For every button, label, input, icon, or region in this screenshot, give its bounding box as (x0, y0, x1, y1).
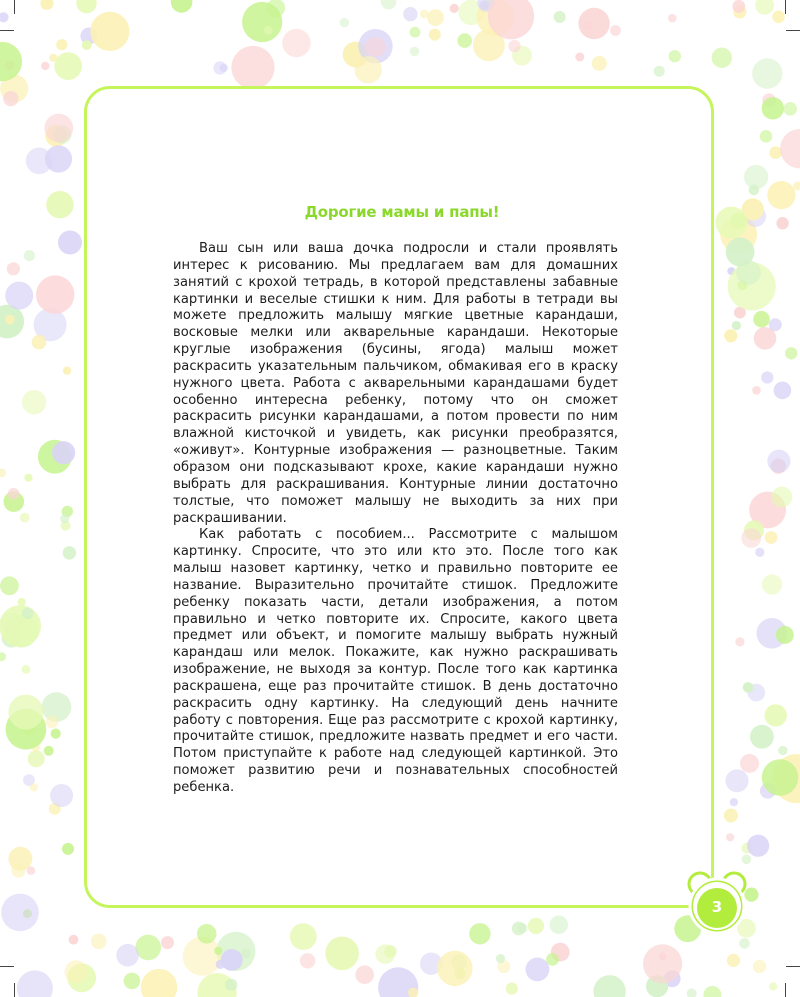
background-dot (726, 769, 749, 792)
background-dot (63, 367, 71, 375)
background-dot (772, 10, 785, 23)
background-dot (526, 958, 550, 982)
crop-mark (785, 0, 786, 14)
background-dot (528, 918, 544, 934)
background-dot (410, 27, 421, 38)
page-number-badge (686, 868, 748, 946)
background-dot (69, 935, 79, 945)
background-dot (241, 949, 251, 959)
background-dot (17, 970, 53, 997)
background-dot (82, 40, 92, 50)
background-dot (52, 441, 75, 464)
background-dot (732, 0, 745, 13)
background-dot (427, 9, 444, 26)
crop-mark (14, 0, 15, 14)
background-dot (18, 598, 26, 606)
background-dot (221, 949, 243, 971)
background-dot (5, 282, 33, 310)
background-dot (375, 944, 395, 964)
background-dot (46, 716, 59, 729)
background-dot (730, 798, 738, 806)
background-dot (60, 514, 69, 523)
crop-mark (786, 966, 800, 967)
crop-mark (786, 30, 800, 31)
background-dot (716, 207, 748, 239)
background-dot (762, 574, 782, 594)
background-dot (63, 546, 76, 559)
background-dot (90, 12, 129, 51)
background-dot (325, 937, 359, 971)
background-dot (135, 935, 161, 961)
background-dot (724, 329, 737, 342)
background-dot (50, 784, 73, 807)
crop-mark (14, 983, 15, 997)
background-dot (171, 0, 193, 13)
background-dot (355, 965, 374, 984)
crop-mark (0, 966, 14, 967)
background-dot (91, 934, 107, 950)
background-dot (780, 129, 800, 168)
background-dot (753, 960, 766, 973)
background-dot (22, 390, 46, 414)
background-dot (264, 26, 273, 35)
background-dot (1, 894, 39, 932)
background-dot (753, 311, 770, 328)
background-dot (712, 48, 732, 68)
background-dot (760, 130, 773, 143)
background-dot (5, 315, 15, 325)
background-dot (793, 182, 800, 191)
background-dot (20, 513, 30, 523)
paragraph: Ваш сын или ваша дочка подросли и стали проявлять интерес к рисованию. Мы предлагаем вам для домашних занятий с крохой тетрадь, в которой представлены забавные картинки и веселые стишки к ним. Для работы в тетради вы можете предложить малышу мягкие цветные карандаши, восковые мелки или акварельные карандаши. Некоторые круглые изображения (бусины, ягода) малыш может раскрасить указательным пальчиком, обмакивая его в краску нужного цвета. Работа с акварельными карандашами будет особенно интересна ребенку, потому что он сможет раскрасить рисунки карандашами, а потом провести по ним влажной кисточкой и увидеть, как рисунки преобразятся, «оживут». Контурные изображения — разноцветные. Таким образом они подсказывают крохе, какие карандаши нужно выбрать для раскрашивания. Контурные линии достаточно толстые, что поможет малышу не выходить за них при раскрашивании. (173, 241, 618, 526)
background-dot (0, 652, 6, 661)
background-dot (771, 487, 792, 508)
background-dot (51, 729, 61, 739)
background-dot (220, 64, 228, 72)
background-dot (41, 62, 49, 70)
background-dot (225, 979, 237, 991)
background-dot (116, 944, 139, 967)
background-dot (214, 947, 222, 955)
background-dot (42, 692, 72, 722)
background-dot (755, 548, 764, 557)
background-dot (282, 29, 310, 57)
background-dot (46, 191, 73, 218)
background-dot (783, 102, 797, 116)
background-dot (659, 953, 667, 961)
background-dot (290, 923, 317, 950)
background-dot (300, 953, 315, 968)
background-dot (8, 847, 32, 871)
background-dot (450, 4, 459, 13)
background-dot (7, 262, 20, 275)
background-dot (610, 25, 621, 36)
background-dot (546, 953, 559, 966)
background-dot (45, 145, 72, 172)
background-dot (741, 528, 761, 548)
background-dot (767, 181, 795, 209)
background-dot (8, 488, 20, 500)
background-dot (65, 960, 88, 983)
background-dot (762, 97, 784, 119)
background-dot (381, 0, 397, 9)
content-panel (84, 86, 714, 908)
background-dot (755, 0, 774, 15)
background-dot (765, 531, 778, 544)
background-dot (30, 783, 38, 791)
background-dot (575, 53, 584, 62)
background-dot (76, 0, 96, 13)
background-dot (429, 29, 441, 41)
background-dot (506, 983, 518, 995)
paragraph: Как работать с пособием... Рассмотрите с малышом картинку. Спросите, что это или кто это. После того как малыш назовет картинку, четко и правильно повторите ее название. Выразительно прочитайте стишок. Предложите ребенку показать части, детали изображения, а потом правильно и четко повторите их. Спросите, какого цвета предмет или объект, и помогите малышу выбрать нужный карандаш или мелок. Покажите, как нужно раскрашивать изображение, не выходя за контур. После того как картинка раскрашена, еще раз прочитайте стишок. В день достаточно раскрасить одну картинку. На следующий день начните работу с повторения. Еще раз рассмотрите с крохой картинку, прочитайте стишок, предложите назвать предмет и его части. Потом приступайте к работе над следующей картинкой. Это поможет развитию речи и познавательных способностей ребенка. (173, 527, 618, 795)
background-dot (365, 37, 385, 57)
page-title: Дорогие мамы и папы! (304, 203, 500, 221)
background-dot (403, 7, 417, 21)
background-dot (517, 923, 527, 933)
background-dot (740, 754, 759, 773)
background-dot (724, 809, 738, 823)
background-dot (726, 833, 734, 841)
background-dot (742, 855, 752, 865)
background-dot (778, 746, 787, 755)
background-dot (161, 936, 174, 949)
background-dot (774, 382, 792, 400)
background-dot (776, 217, 788, 229)
background-dot (643, 944, 682, 983)
background-dot (0, 468, 6, 477)
background-dot (44, 114, 73, 143)
background-dot (765, 704, 787, 726)
background-dot (749, 185, 760, 196)
background-dot (36, 275, 74, 313)
background-dot (767, 450, 790, 473)
background-dot (231, 46, 274, 89)
background-dot (654, 66, 665, 77)
background-dot (28, 750, 45, 767)
background-dot (703, 986, 721, 997)
background-dot (732, 321, 741, 330)
background-dot (550, 916, 569, 935)
background-dot (785, 347, 797, 359)
background-dot (583, 22, 592, 31)
background-dot (8, 695, 43, 730)
body-text (173, 241, 618, 797)
background-dot (0, 576, 19, 595)
background-dot (22, 608, 34, 620)
background-dot (743, 682, 754, 693)
background-dot (54, 52, 82, 80)
background-dot (750, 725, 774, 749)
background-dot (761, 371, 773, 383)
background-dot (56, 39, 67, 50)
background-dot (762, 759, 798, 795)
background-dot (752, 386, 761, 395)
background-dot (32, 335, 47, 350)
background-dot (0, 12, 9, 22)
background-dot (0, 605, 41, 647)
background-dot (554, 11, 566, 23)
background-dot (457, 33, 472, 48)
background-dot (58, 231, 82, 255)
background-dot (747, 835, 769, 857)
background-dot (49, 54, 57, 62)
background-dot (24, 474, 32, 482)
background-dot (769, 982, 777, 990)
background-dot (769, 146, 782, 159)
background-dot (578, 8, 609, 39)
background-dot (496, 954, 505, 963)
background-dot (22, 665, 31, 674)
background-dot (592, 56, 607, 71)
background-dot (410, 47, 419, 56)
page-number: 3 (711, 898, 723, 916)
background-dot (735, 637, 744, 646)
background-dot (508, 40, 520, 52)
background-dot (124, 973, 141, 990)
background-dot (769, 318, 782, 331)
background-dot (727, 954, 740, 967)
background-dot (669, 50, 681, 62)
background-dot (480, 0, 490, 10)
background-dot (40, 0, 53, 10)
crop-mark (0, 30, 14, 31)
background-dot (197, 924, 217, 944)
background-dot (593, 975, 625, 997)
background-dot (687, 989, 697, 997)
background-dot (62, 843, 74, 855)
background-dot (469, 923, 490, 944)
background-dot (355, 56, 382, 83)
background-dot (24, 250, 35, 261)
background-dot (141, 969, 178, 997)
background-dot (736, 260, 761, 285)
background-dot (437, 951, 472, 986)
background-dot (3, 91, 18, 106)
crop-mark (785, 983, 786, 997)
background-dot (776, 626, 794, 644)
background-dot (668, 14, 677, 23)
background-dot (340, 18, 349, 27)
background-dot (752, 58, 782, 88)
background-dot (44, 746, 54, 756)
background-dot (242, 2, 282, 42)
